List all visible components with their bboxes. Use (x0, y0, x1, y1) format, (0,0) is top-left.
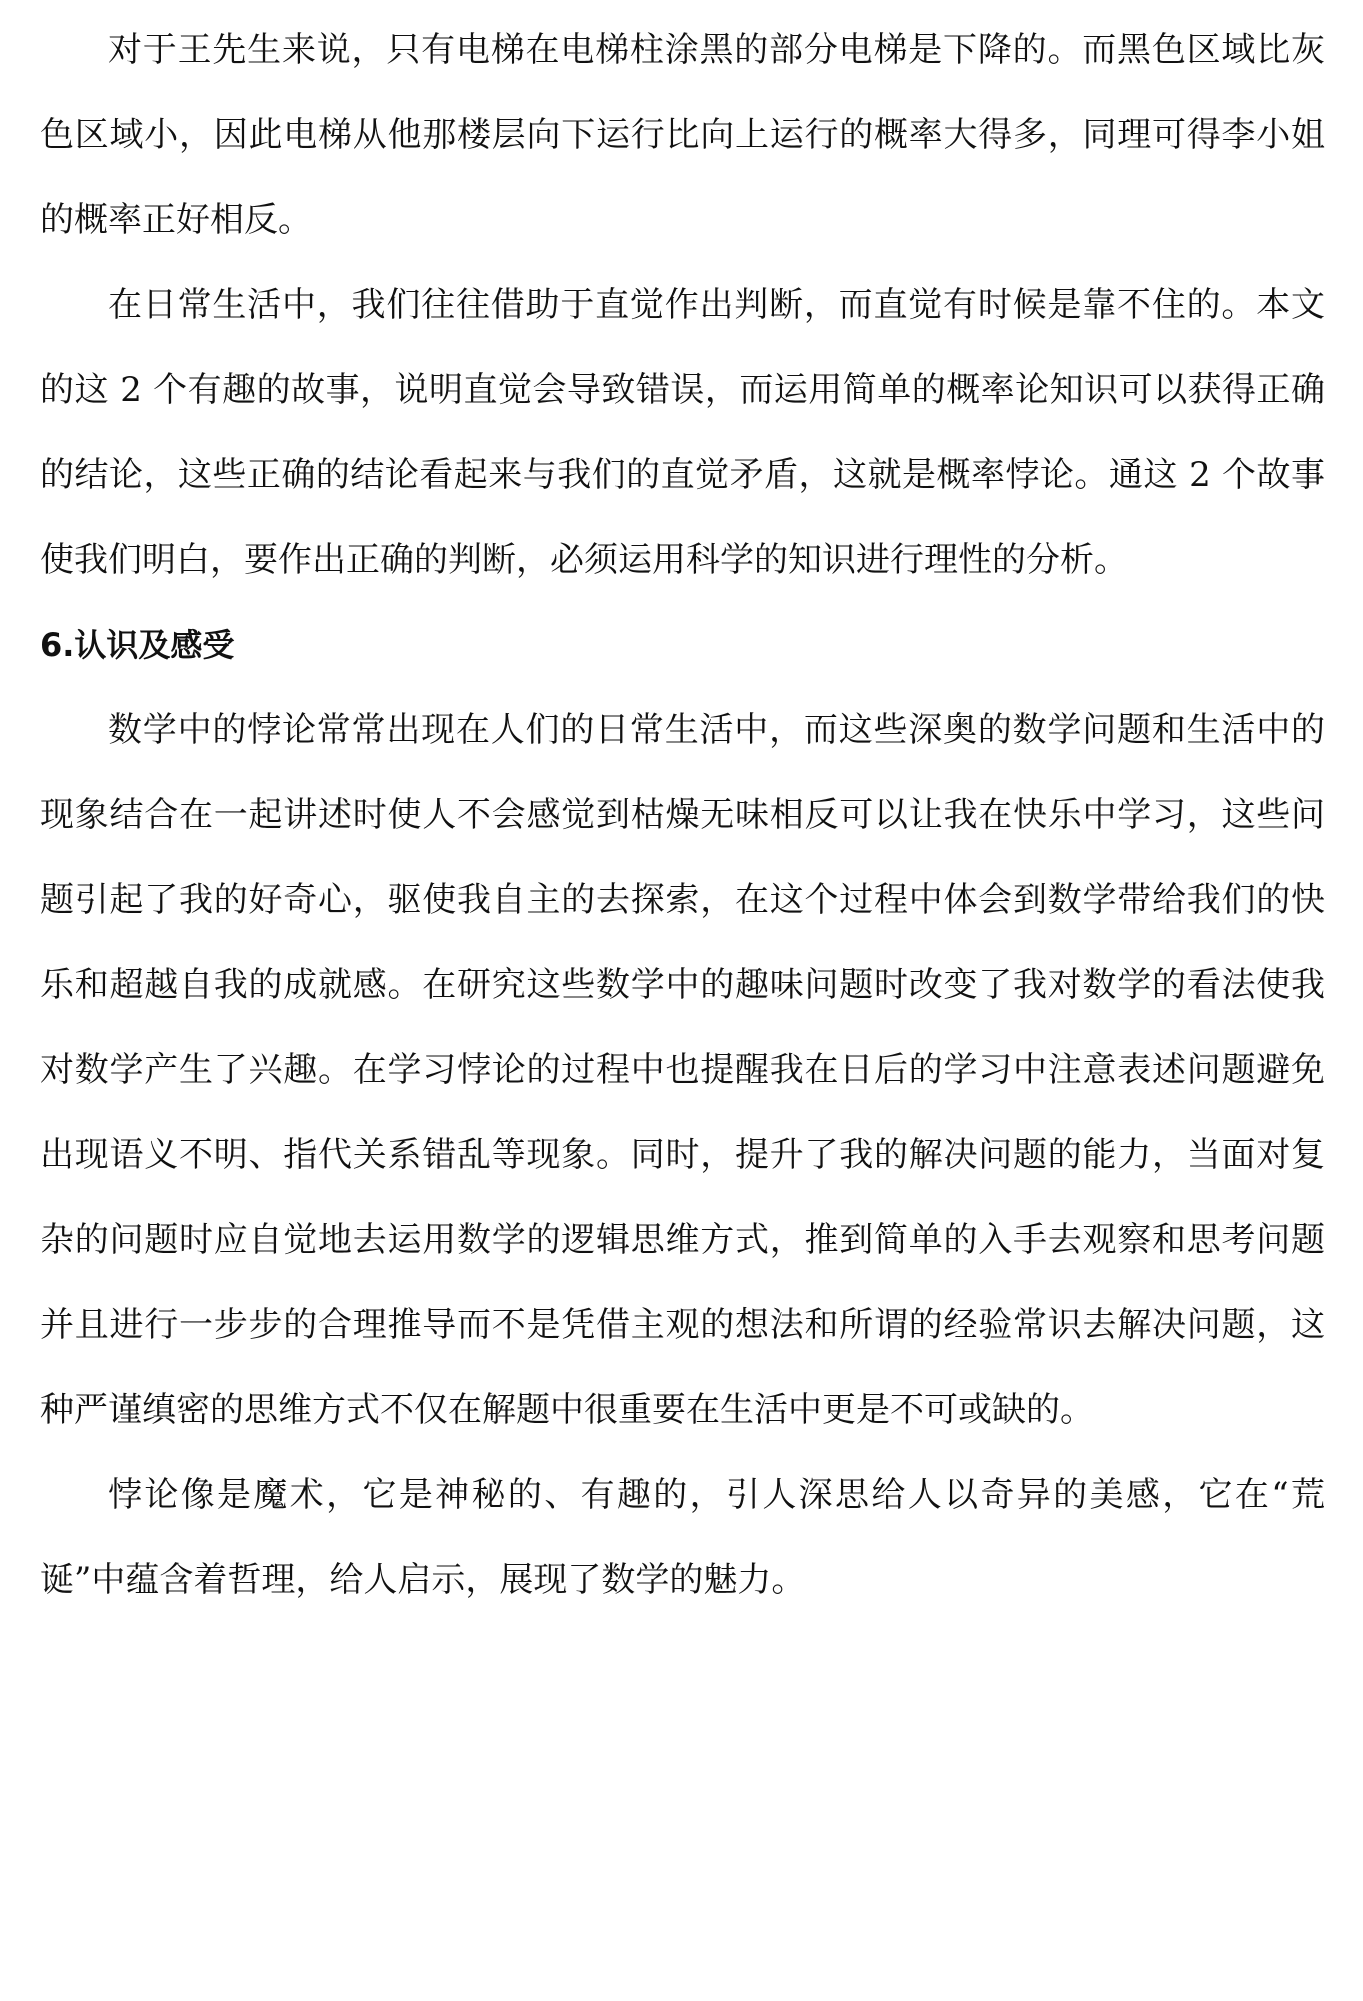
section-heading: 6.认识及感受 (40, 626, 235, 664)
paragraph-elevator-probability: 对于王先生来说，只有电梯在电梯柱涂黑的部分电梯是下降的。而黑色区域比灰色区域小，因此电梯从他那楼层向下运行比向上运行的概率大得多，同理可得李小姐的概率正好相反。 (40, 30, 1325, 240)
document-page (40, 8, 1325, 1623)
paragraph-intuition-conclusion: 在日常生活中，我们往往借助于直觉作出判断，而直觉有时候是靠不住的。本文的这 2 个有趣的故事，说明直觉会导致错误，而运用简单的概率论知识可以获得正确的结论，这些正确的结论看起来与我们的直觉矛盾，这就是概率悖论。通这 2 个故事使我们明白，要作出正确的判断，必须运用科学的知识进行理性的分析。 (40, 285, 1325, 580)
paragraph-closing: 悖论像是魔术，它是神秘的、有趣的，引人深思给人以奇异的美感，它在“荒诞”中蕴含着哲理，给人启示，展现了数学的魅力。 (40, 1475, 1325, 1600)
paragraph-reflection: 数学中的悖论常常出现在人们的日常生活中，而这些深奥的数学问题和生活中的现象结合在一起讲述时使人不会感觉到枯燥无味相反可以让我在快乐中学习，这些问题引起了我的好奇心，驱使我自主的去探索，在这个过程中体会到数学带给我们的快乐和超越自我的成就感。在研究这些数学中的趣味问题时改变了我对数学的看法使我对数学产生了兴趣。在学习悖论的过程中也提醒我在日后的学习中注意表述问题避免出现语义不明、指代关系错乱等现象。同时，提升了我的解决问题的能力，当面对复杂的问题时应自觉地去运用数学的逻辑思维方式，推到简单的入手去观察和思考问题并且进行一步步的合理推导而不是凭借主观的想法和所谓的经验常识去解决问题，这种严谨缜密的思维方式不仅在解题中很重要在生活中更是不可或缺的。 (40, 710, 1325, 1430)
